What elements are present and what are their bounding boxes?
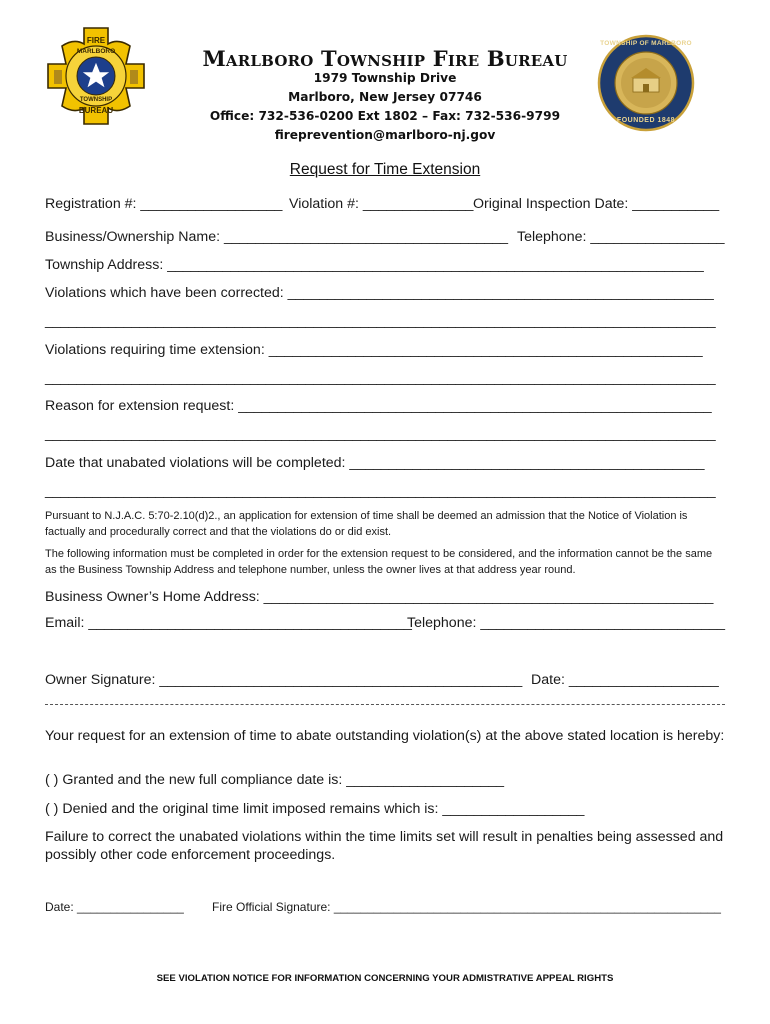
- bureau-phone: Office: 732-536-0200 Ext 1802 – Fax: 732-536-9799: [209, 109, 561, 123]
- seal-ring-bottom-text: FOUNDED 1848: [616, 117, 676, 124]
- logo-top-text: FIRE: [86, 36, 106, 45]
- bureau-title: Marlboro Township Fire Bureau: [202, 46, 568, 71]
- township-address-field[interactable]: Township Address: ____________________________________________________________________: [45, 257, 704, 273]
- njac-notice: Pursuant to N.J.A.C. 5:70-2.10(d)2., an application for extension of time shall be deemed an admission that the Notice of Violation is factually and procedurally correct and that the violations do or did exist.: [45, 510, 688, 538]
- official-signature-field[interactable]: Fire Official Signature: __________________________________________________________: [212, 900, 721, 914]
- owner-email-field[interactable]: Email: _________________________________________: [45, 615, 412, 631]
- violations-extension-line-2[interactable]: _____________________________________________________________________________________: [45, 370, 716, 386]
- logo-middle-text: MARLBORO: [76, 48, 116, 55]
- violations-corrected-line-2[interactable]: _____________________________________________________________________________________: [45, 313, 716, 329]
- official-date-field[interactable]: Date: ________________: [45, 900, 184, 914]
- violations-extension-field[interactable]: Violations requiring time extension: _______________________________________________________: [45, 342, 703, 358]
- inspection-date-field[interactable]: Original Inspection Date: ___________: [473, 196, 720, 212]
- section-divider: [45, 704, 725, 705]
- failure-notice: Failure to correct the unabated violations within the time limits set will result in penalties being assessed and possibly other code enforcement proceedings.: [45, 829, 724, 863]
- reason-line-2[interactable]: _____________________________________________________________________________________: [45, 426, 716, 442]
- seal-ring-top-text: TOWNSHIP OF MARLBORO: [600, 40, 692, 47]
- business-name-field[interactable]: Business/Ownership Name: ____________________________________: [45, 229, 509, 245]
- logo-bottom-text: BUREAU: [78, 106, 114, 115]
- violations-corrected-field[interactable]: Violations which have been corrected: ______________________________________________________: [45, 285, 714, 301]
- registration-field[interactable]: Registration #: __________________: [45, 196, 283, 212]
- owner-signature-field[interactable]: Owner Signature: ______________________________________________: [45, 672, 523, 688]
- owner-telephone-field[interactable]: Telephone: _______________________________: [407, 615, 725, 631]
- appeal-rights-footer: SEE VIOLATION NOTICE FOR INFORMATION CONCERNING YOUR ADMISTRATIVE APPEAL RIGHTS: [156, 973, 614, 984]
- owner-info-notice: The following information must be completed in order for the extension request to be considered, and the information cannot be the same as the Business Township Address and telephone number, unless the owner lives at that address year round.: [45, 548, 713, 576]
- bureau-email: fireprevention@marlboro-nj.gov: [274, 128, 496, 142]
- completion-date-line-2[interactable]: _____________________________________________________________________________________: [45, 483, 716, 499]
- completion-date-field[interactable]: Date that unabated violations will be completed: _____________________________________________: [45, 455, 705, 471]
- owner-date-field[interactable]: Date: ___________________: [531, 672, 719, 688]
- bureau-address: 1979 Township Drive: [313, 71, 457, 85]
- violation-field[interactable]: Violation #: ______________: [289, 196, 474, 212]
- bureau-city: Marlboro, New Jersey 07746: [288, 90, 482, 104]
- logo-lower-text: TOWNSHIP: [79, 97, 113, 103]
- form-title: Request for Time Extension: [289, 161, 481, 178]
- office-intro: Your request for an extension of time to abate outstanding violation(s) at the above stated location is hereby:: [45, 728, 725, 744]
- business-telephone-field[interactable]: Telephone: _________________: [517, 229, 725, 245]
- owner-home-address-field[interactable]: Business Owner’s Home Address: _________________________________________________________: [45, 589, 714, 605]
- reason-field[interactable]: Reason for extension request: ____________________________________________________________: [45, 398, 712, 414]
- granted-option[interactable]: ( ) Granted and the new full compliance date is: ____________________: [45, 772, 505, 788]
- denied-option[interactable]: ( ) Denied and the original time limit imposed remains which is: __________________: [45, 801, 585, 817]
